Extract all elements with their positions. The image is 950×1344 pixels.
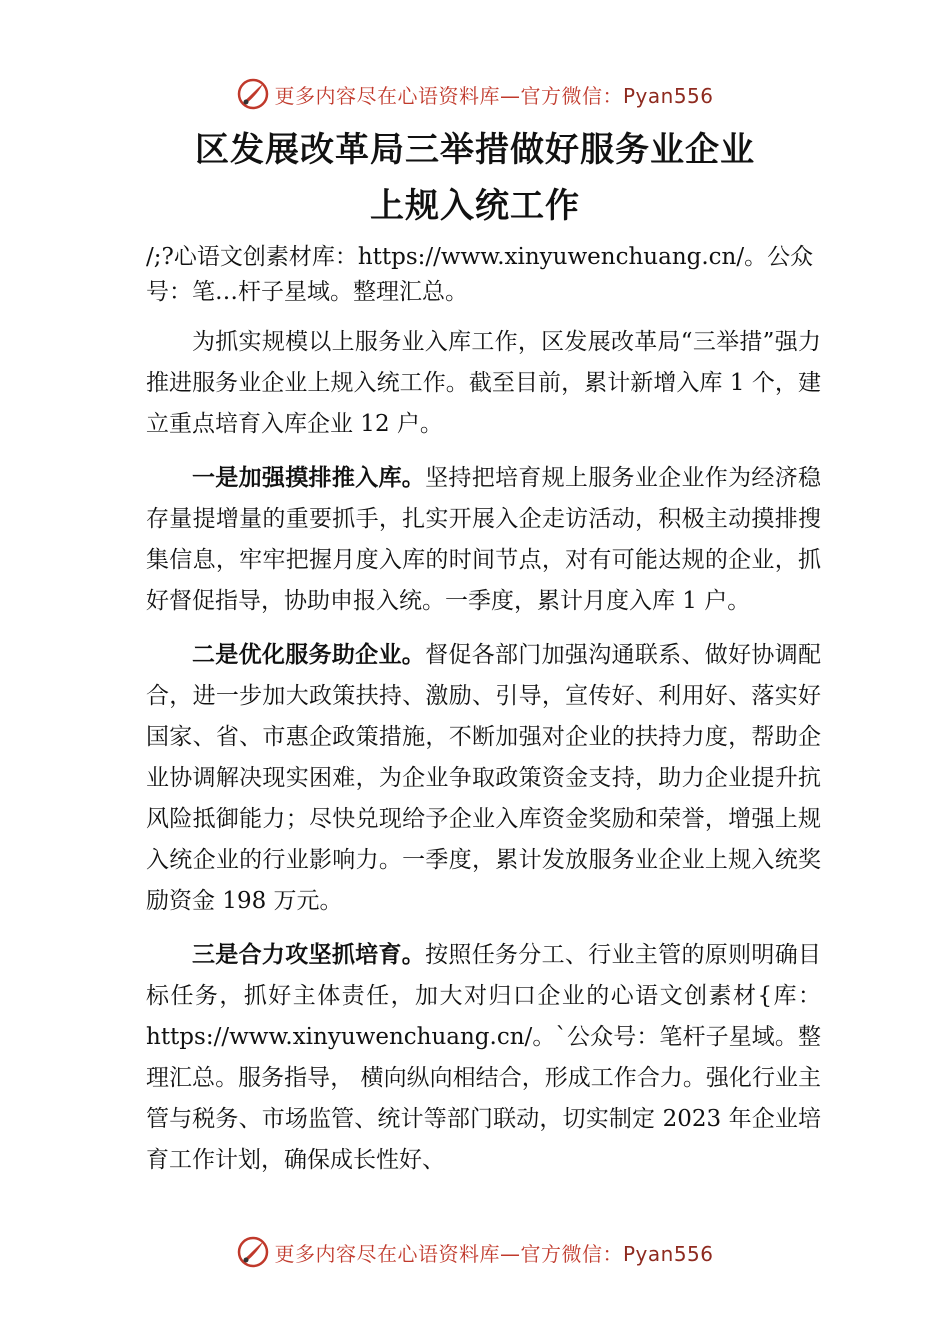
article-body	[146, 322, 821, 1194]
title-line-1: 区发展改革局三举措做好服务业企业	[195, 130, 755, 170]
wechat-id: Pyan556	[622, 1241, 714, 1266]
page-title	[0, 122, 950, 234]
paragraph-measure-3: 三是合力攻坚抓培育。按照任务分工、行业主管的原则明确目标任务，抓好主体责任，加大对归口企业的心语文创素材{库：https://www.xinyuwenchuang.cn/。`公众号：笔杆子星域。整理汇总。服务指导， 横向纵向相结合，形成工作合力。强化行业主管与税务、市场监管、统计等部门联动，切实制定 2023 年企业培育工作计划，确保成长性好、	[146, 942, 822, 1173]
paragraph-measure-2: 二是优化服务助企业。督促各部门加强沟通联系、做好协调配合，进一步加大政策扶持、激励、引导，宣传好、利用好、落实好国家、省、市惠企政策措施，不断加强对企业的扶持力度，帮助企业协调解决现实困难，为企业争取政策资金支持，助力企业提升抗风险抵御能力；尽快兑现给予企业入库资金奖励和荣誉，增强上规入统企业的行业影响力。一季度，累计发放服务业企业上规入统奖励资金 198 万元。	[146, 642, 822, 914]
brush-logo-icon	[236, 1235, 270, 1269]
title-line-2: 上规入统工作	[370, 186, 580, 226]
brush-logo-icon	[236, 77, 270, 111]
measure-heading: 二是优化服务助企业。	[192, 642, 426, 668]
paragraph-intro: 为抓实规模以上服务业入库工作，区发展改革局“三举措”强力推进服务业企业上规入统工作。截至目前，累计新增入库 1 个，建立重点培育入库企业 12 户。	[146, 329, 821, 437]
measure-heading: 三是合力攻坚抓培育。	[192, 942, 426, 968]
footer-banner	[0, 1230, 950, 1274]
header-banner	[0, 72, 950, 116]
wechat-id: Pyan556	[622, 83, 714, 108]
banner-text: 更多内容尽在心语资料库—官方微信：Pyan556	[274, 83, 714, 108]
measure-heading: 一是加强摸排推入库。	[192, 465, 426, 491]
banner-text: 更多内容尽在心语资料库—官方微信：Pyan556	[274, 1241, 714, 1266]
paragraph-measure-1: 一是加强摸排推入库。坚持把培育规上服务业企业作为经济稳存量提增量的重要抓手，扎实开展入企走访活动，积极主动摸排搜集信息，牢牢把握月度入库的时间节点，对有可能达规的企业，抓好督促指导，协助申报入统。一季度，累计月度入库 1 户。	[146, 465, 822, 614]
source-note: /;?心语文创素材库：https://www.xinyuwenchuang.cn/。公众号：笔…杆子星域。整理汇总。	[146, 244, 814, 305]
